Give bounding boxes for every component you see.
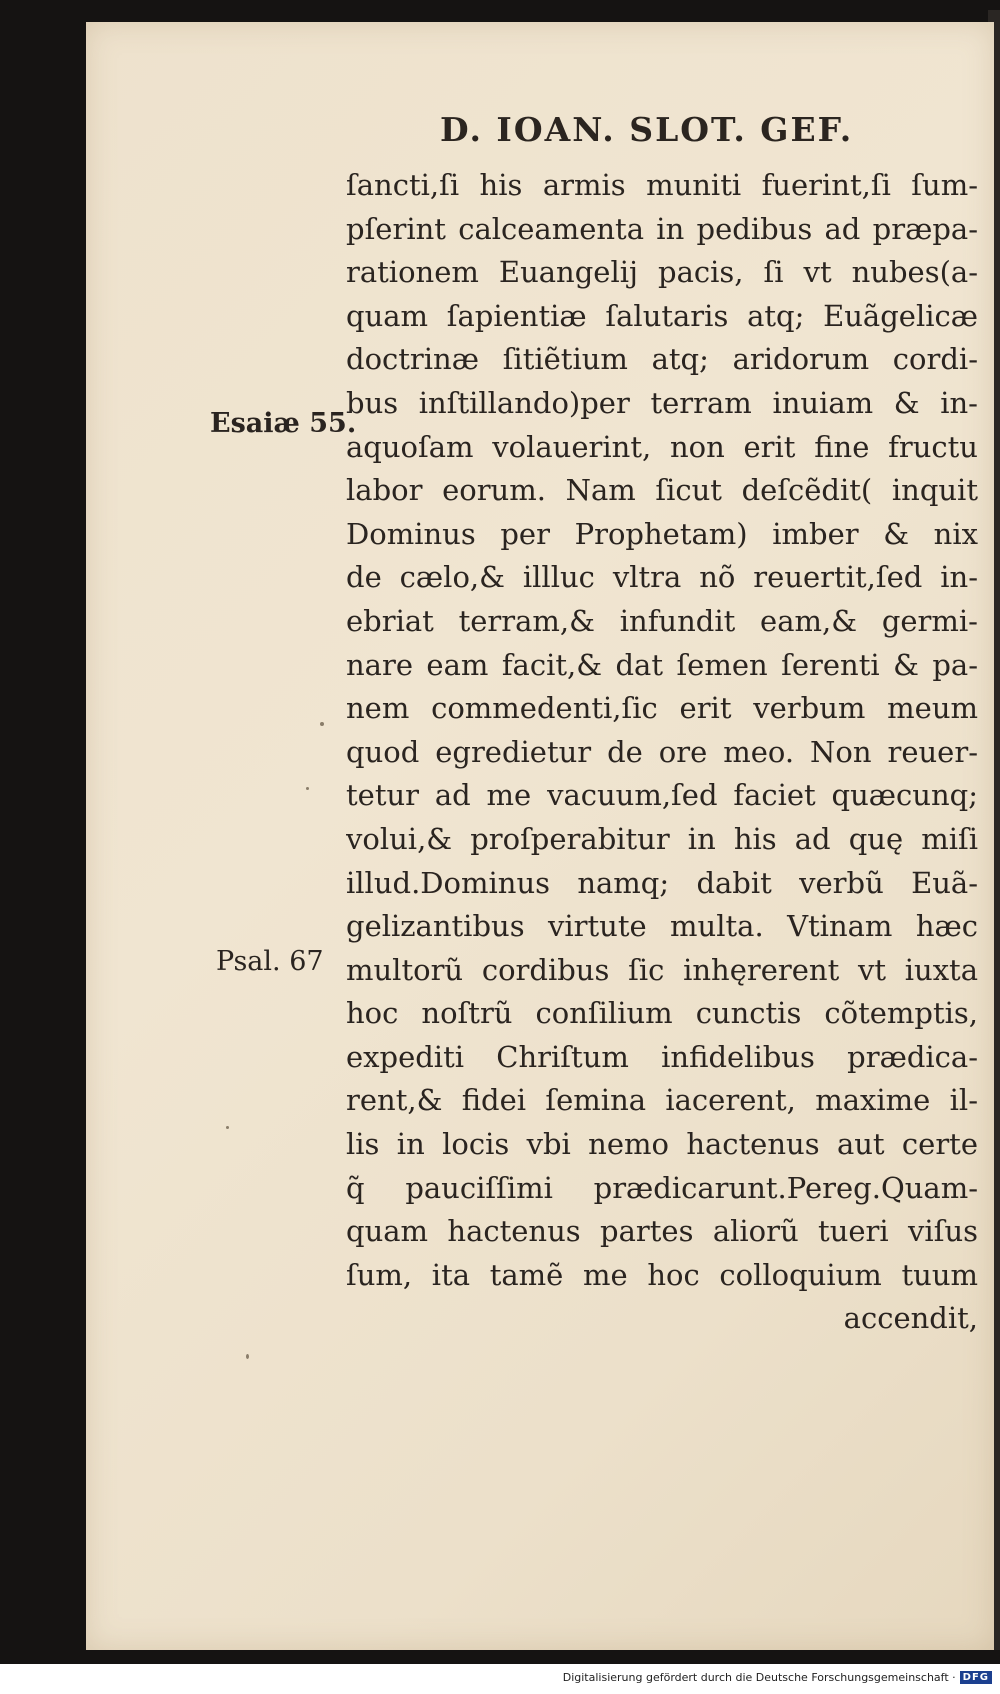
marginal-note-psal: Psal. 67 xyxy=(216,946,324,977)
marginal-note-esaiae: Esaiæ 55. xyxy=(210,408,357,439)
footer-text: Digitalisierung gefördert durch die Deutsche Forschungsgemeinschaft · xyxy=(562,1671,956,1684)
text-line: quod egredietur de ore meo. Non reuer- xyxy=(346,734,978,769)
text-line: rent,& fidei ſemina iacerent, maxime il- xyxy=(346,1083,978,1118)
paper-speck xyxy=(306,787,309,790)
running-head: D. IOAN. SLOT. GEF. xyxy=(440,110,854,149)
text-line: expediti Chriſtum infidelibus prædica- xyxy=(346,1039,978,1074)
text-line: quam hactenus partes aliorũ tueri viſus xyxy=(346,1214,978,1249)
catchword-line: accendit, xyxy=(843,1301,978,1336)
text-line: lis in locis vbi nemo hactenus aut certe xyxy=(346,1127,978,1162)
text-line: aquoſam volauerint, non erit fine fructu xyxy=(346,429,978,464)
text-line: doctrinæ ſitiẽtium atq; aridorum cordi- xyxy=(346,342,978,377)
body-text xyxy=(346,164,978,1341)
text-line: multorũ cordibus ſic inhęrerent vt iuxta xyxy=(346,952,978,987)
text-line: nare eam facit,& dat ſemen ſerenti & pa- xyxy=(346,647,978,682)
text-line: rationem Euangelij pacis, ſi vt nubes(a- xyxy=(346,255,978,290)
text-line: q̃ pauciſſimi prædicarunt.Pereg.Quam- xyxy=(346,1170,978,1205)
text-line: hoc noſtrũ conſilium cunctis cõtemptis, xyxy=(346,996,978,1031)
text-line: Dominus per Prophetam) imber & nix xyxy=(346,516,978,551)
text-line: pſerint calceamenta in pedibus ad præpa- xyxy=(346,211,978,246)
text-line: quam ſapientiæ ſalutaris atq; Euãgelicæ xyxy=(346,298,978,333)
text-line: tetur ad me vacuum,ſed faciet quæcunq; xyxy=(346,778,978,813)
text-line: ſancti,ſi his armis muniti fuerint,ſi ſum- xyxy=(346,168,978,202)
text-line: illud.Dominus namq; dabit verbũ Euã- xyxy=(346,865,978,900)
digitization-footer xyxy=(563,1671,992,1684)
text-line: nem commedenti,ſic erit verbum meum xyxy=(346,691,978,726)
text-line: de cælo,& illluc vltra nõ reuertit,ſed in- xyxy=(346,560,978,595)
text-line: gelizantibus virtute multa. Vtinam hæc xyxy=(346,909,978,944)
text-line: volui,& proſperabitur in his ad quę miſi xyxy=(346,821,978,856)
text-line: ſum, ita tamẽ me hoc colloquium tuum xyxy=(346,1257,978,1292)
paper-speck xyxy=(320,722,324,726)
dfg-logo: DFG xyxy=(960,1671,992,1684)
text-line: labor eorum. Nam ſicut deſcẽdit( inquit xyxy=(346,473,978,508)
paper-speck xyxy=(226,1126,229,1129)
text-line: ebriat terram,& infundit eam,& germi- xyxy=(346,603,978,638)
text-line: bus inſtillando)per terram inuiam & in- xyxy=(346,385,978,420)
paper-speck xyxy=(246,1354,249,1359)
